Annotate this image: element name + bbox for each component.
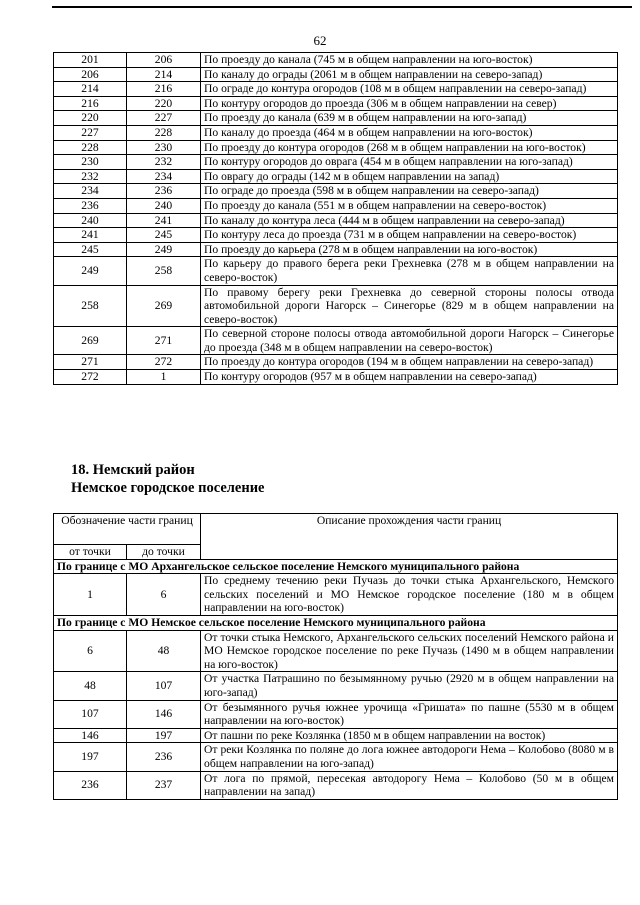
cell-desc: По среднему течению реки Пучазь до точки стыка Архангельского, Немского сельских поселений и МО Немское городское поселение (180 м в общем направлении на юго-восток)	[201, 574, 618, 616]
cell-desc: По проезду до карьера (278 м в общем направлении на юго-восток)	[201, 242, 618, 257]
cell-from: 216	[54, 96, 127, 111]
cell-desc: По правому берегу реки Грехневка до северной стороны полосы отвода автомобильной дороги Нагорск – Синегорье (829 м в общем направлении на северо-восток)	[201, 285, 618, 327]
table-row	[54, 327, 618, 355]
nemskoe-boundary-table	[53, 513, 618, 800]
top-rule	[52, 6, 632, 8]
cell-desc: От безымянного ручья южнее урочища «Гришата» по пашне (5530 м в общем направлении на юго-восток)	[201, 700, 618, 728]
settlement-heading: Немское городское поселение	[71, 480, 265, 496]
cell-from: 227	[54, 125, 127, 140]
section-row	[54, 615, 618, 630]
table-row	[54, 355, 618, 370]
table-row	[54, 672, 618, 700]
cell-to: 220	[127, 96, 201, 111]
cell-to: 197	[127, 728, 201, 743]
table-row	[54, 370, 618, 385]
section-title: По границе с МО Немское сельское поселение Немского муниципального района	[54, 615, 618, 630]
cell-from: 230	[54, 155, 127, 170]
cell-to: 227	[127, 111, 201, 126]
boundary-table-continued	[53, 52, 618, 385]
table-row	[54, 242, 618, 257]
table-row	[54, 125, 618, 140]
cell-from: 236	[54, 198, 127, 213]
cell-to: 228	[127, 125, 201, 140]
cell-from: 245	[54, 242, 127, 257]
cell-to: 216	[127, 82, 201, 97]
cell-desc: По ограде до контура огородов (108 м в общем направлении на северо-запад)	[201, 82, 618, 97]
table-row	[54, 198, 618, 213]
cell-to: 146	[127, 700, 201, 728]
table-row	[54, 82, 618, 97]
cell-desc: От пашни по реке Козлянка (1850 м в общем направлении на восток)	[201, 728, 618, 743]
cell-desc: По проезду до канала (551 м в общем направлении на северо-восток)	[201, 198, 618, 213]
cell-desc: По контуру леса до проезда (731 м в общем направлении на северо-восток)	[201, 228, 618, 243]
table-row	[54, 67, 618, 82]
cell-to: 230	[127, 140, 201, 155]
cell-to: 107	[127, 672, 201, 700]
cell-desc: По проезду до контура огородов (194 м в общем направлении на северо-запад)	[201, 355, 618, 370]
cell-from: 1	[54, 574, 127, 616]
cell-desc: По северной стороне полосы отвода автомобильной дороги Нагорск – Синегорье до проезда (348 м в общем направлении на северо-восток)	[201, 327, 618, 355]
header-part: Обозначение части границ	[54, 514, 201, 545]
header-desc: Описание прохождения части границ	[201, 514, 618, 560]
table-row	[54, 155, 618, 170]
cell-from: 234	[54, 184, 127, 199]
table-row	[54, 728, 618, 743]
cell-from: 271	[54, 355, 127, 370]
cell-desc: По контуру огородов до проезда (306 м в общем направлении на север)	[201, 96, 618, 111]
cell-to: 269	[127, 285, 201, 327]
cell-to: 245	[127, 228, 201, 243]
table-row	[54, 257, 618, 285]
cell-from: 220	[54, 111, 127, 126]
cell-to: 1	[127, 370, 201, 385]
cell-to: 236	[127, 184, 201, 199]
cell-from: 206	[54, 67, 127, 82]
cell-desc: По каналу до ограды (2061 м в общем направлении на северо-запад)	[201, 67, 618, 82]
cell-to: 241	[127, 213, 201, 228]
table-row	[54, 228, 618, 243]
table-row	[54, 184, 618, 199]
cell-from: 269	[54, 327, 127, 355]
cell-desc: От реки Козлянка по поляне до лога южнее автодороги Нема – Колобово (8080 м в общем направлении на юго-запад)	[201, 743, 618, 771]
section-title: По границе с МО Архангельское сельское поселение Немского муниципального района	[54, 559, 618, 574]
cell-desc: От точки стыка Немского, Архангельского сельских поселений Немского района и МО Немское городское поселение по реке Пучазь (1490 м в общем направлении на юго-восток)	[201, 630, 618, 672]
table-row	[54, 111, 618, 126]
header-from: от точки	[54, 545, 127, 560]
cell-desc: По карьеру до правого берега реки Грехневка (278 м в общем направлении на северо-восток)	[201, 257, 618, 285]
table-row	[54, 700, 618, 728]
cell-from: 241	[54, 228, 127, 243]
cell-from: 146	[54, 728, 127, 743]
cell-to: 234	[127, 169, 201, 184]
cell-desc: По проезду до контура огородов (268 м в общем направлении на юго-восток)	[201, 140, 618, 155]
section-row	[54, 559, 618, 574]
cell-from: 6	[54, 630, 127, 672]
table-row	[54, 140, 618, 155]
cell-from: 232	[54, 169, 127, 184]
table-row	[54, 574, 618, 616]
cell-desc: По контуру огородов до оврага (454 м в общем направлении на юго-запад)	[201, 155, 618, 170]
cell-to: 240	[127, 198, 201, 213]
cell-desc: По оврагу до ограды (142 м в общем направлении на запад)	[201, 169, 618, 184]
table-row	[54, 53, 618, 68]
cell-to: 258	[127, 257, 201, 285]
cell-desc: От лога по прямой, пересекая автодорогу Нема – Колобово (50 м в общем направлении на запад)	[201, 771, 618, 799]
cell-from: 272	[54, 370, 127, 385]
cell-from: 228	[54, 140, 127, 155]
cell-from: 240	[54, 213, 127, 228]
cell-from: 249	[54, 257, 127, 285]
table-row	[54, 96, 618, 111]
table-row	[54, 169, 618, 184]
district-heading: 18. Немский район	[71, 462, 195, 478]
cell-desc: По каналу до контура леса (444 м в общем направлении на северо-запад)	[201, 213, 618, 228]
cell-to: 249	[127, 242, 201, 257]
cell-to: 236	[127, 743, 201, 771]
header-to: до точки	[127, 545, 201, 560]
cell-from: 201	[54, 53, 127, 68]
cell-to: 206	[127, 53, 201, 68]
table-row	[54, 213, 618, 228]
cell-from: 214	[54, 82, 127, 97]
cell-desc: По каналу до проезда (464 м в общем направлении на юго-восток)	[201, 125, 618, 140]
cell-desc: По проезду до канала (745 м в общем направлении на юго-восток)	[201, 53, 618, 68]
table-row	[54, 630, 618, 672]
table-row	[54, 743, 618, 771]
cell-desc: От участка Патрашино по безымянному ручью (2920 м в общем направлении на юго-запад)	[201, 672, 618, 700]
cell-to: 232	[127, 155, 201, 170]
cell-to: 48	[127, 630, 201, 672]
cell-desc: По проезду до канала (639 м в общем направлении на юго-запад)	[201, 111, 618, 126]
table-row	[54, 285, 618, 327]
cell-to: 271	[127, 327, 201, 355]
page-number: 62	[313, 33, 327, 48]
cell-from: 258	[54, 285, 127, 327]
cell-desc: По ограде до проезда (598 м в общем направлении на северо-запад)	[201, 184, 618, 199]
cell-to: 272	[127, 355, 201, 370]
cell-from: 107	[54, 700, 127, 728]
cell-from: 48	[54, 672, 127, 700]
cell-desc: По контуру огородов (957 м в общем направлении на северо-запад)	[201, 370, 618, 385]
cell-from: 197	[54, 743, 127, 771]
cell-to: 237	[127, 771, 201, 799]
table-row	[54, 771, 618, 799]
cell-from: 236	[54, 771, 127, 799]
cell-to: 6	[127, 574, 201, 616]
cell-to: 214	[127, 67, 201, 82]
